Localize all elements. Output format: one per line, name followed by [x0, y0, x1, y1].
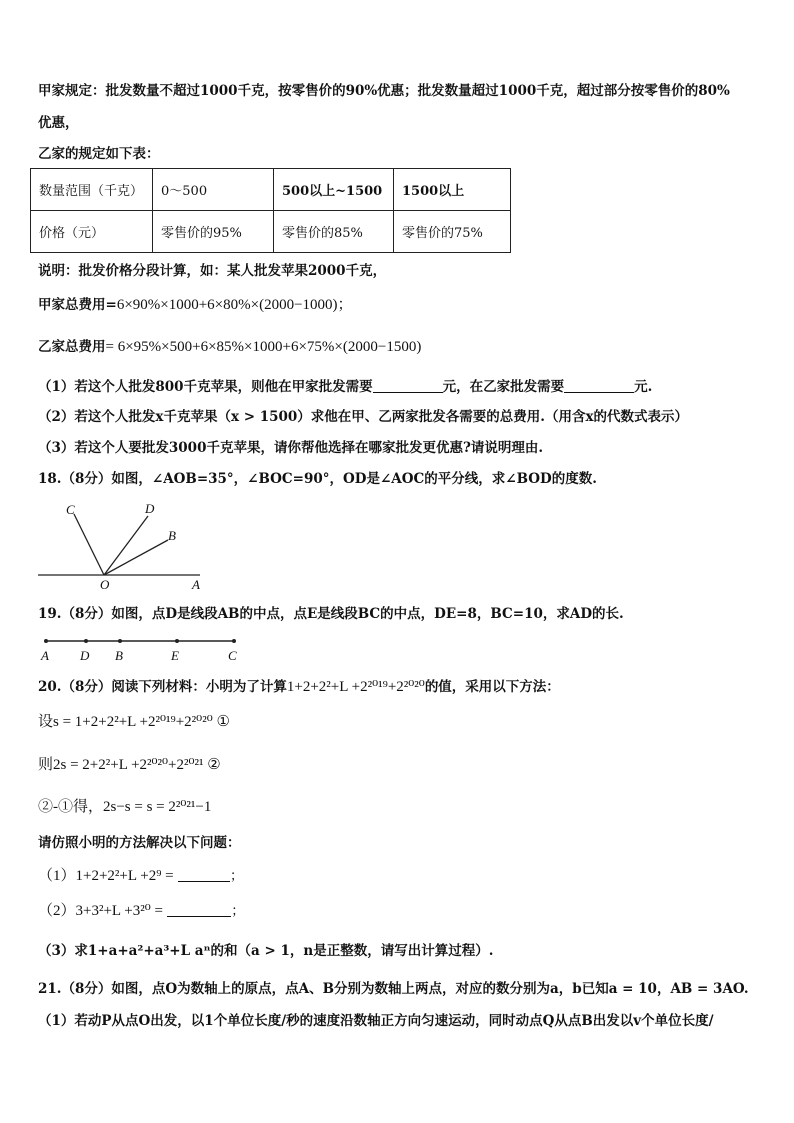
- segment-figure: [36, 632, 246, 664]
- q17-part1: [38, 378, 652, 396]
- label-d: D: [80, 648, 90, 663]
- label-d: D: [145, 501, 155, 516]
- yi-rule-intro: 乙家的规定如下表：: [38, 146, 160, 162]
- q17-part3: （3）若这个人要批发3000千克苹果，请你帮他选择在哪家批发更优惠?请说明理由.: [38, 440, 544, 456]
- label-a: A: [41, 648, 49, 663]
- q20-diff-line: ②-①得，2s−s = s = 2²⁰²¹−1: [38, 799, 212, 815]
- table-cell: 1500以上: [394, 169, 511, 211]
- table-cell: 零售价的75%: [394, 211, 511, 253]
- label-e: E: [171, 648, 179, 663]
- yi-cost-label: 乙家总费用: [38, 339, 106, 355]
- q19-text: 19.（8分）如图，点D是线段AB的中点，点E是线段BC的中点，DE=8，BC=10，求AD的长.: [38, 606, 624, 622]
- point-c: [232, 639, 236, 643]
- jia-cost-expr: 6×90%×1000+6×80%×(2000−1000)；: [116, 297, 353, 313]
- q18-text: 18.（8分）如图，∠AOB=35°，∠BOC=90°，OD是∠AOC的平分线，求∠BOD的度数.: [38, 471, 597, 487]
- label-b: B: [168, 528, 176, 543]
- answer-blank[interactable]: [564, 378, 634, 393]
- label-c: C: [66, 502, 75, 517]
- q20-intro-tail: 的值，采用以下方法：: [424, 679, 560, 695]
- q20-part1-text: （1）1+2+2²+L +2⁹ =: [38, 868, 174, 884]
- point-e: [175, 639, 179, 643]
- q21-line2: （1）若动P从点O出发，以1个单位长度/秒的速度沿数轴正方向匀速运动，同时动点Q从点B出发以v个单位长度/: [38, 1013, 714, 1029]
- answer-blank[interactable]: [167, 902, 231, 917]
- label-o: O: [100, 577, 110, 592]
- q21-line1: 21.（8分）如图，点O为数轴上的原点，点A、B分别为数轴上两点，对应的数分别为a，b已知a = 10，AB = 3AO.: [38, 981, 749, 997]
- note-line: 说明：批发价格分段计算，如：某人批发苹果2000千克，: [38, 263, 387, 279]
- q20-part2: （2）3+3²+L +3²⁰ = ；: [38, 903, 245, 919]
- q17-part2: （2）若这个人批发x千克苹果（x > 1500）求他在甲、乙两家批发各需要的总费用.（用含x的代数式表示）: [38, 409, 689, 425]
- ray-od: [104, 516, 148, 575]
- jia-cost-label: 甲家总费用=: [38, 297, 117, 313]
- q20-part3: （3）求1+a+a²+a³+L aⁿ的和（a > 1，n是正整数，请写出计算过程）.: [38, 943, 494, 959]
- ray-ob: [104, 540, 168, 575]
- label-b: B: [115, 648, 123, 663]
- jia-rule-line1: 甲家规定：批发数量不超过1000千克，按零售价的90%优惠；批发数量超过1000千克，超过部分按零售价的80%: [38, 83, 730, 99]
- yi-cost-expr: = 6×95%×500+6×85%×1000+6×75%×(2000−1500): [105, 339, 422, 355]
- point-a: [44, 639, 48, 643]
- point-b: [118, 639, 122, 643]
- q20-intro-expr: 1+2+2²+L +2²⁰¹⁹+2²⁰²⁰: [286, 679, 425, 695]
- answer-blank[interactable]: [373, 378, 443, 393]
- answer-blank[interactable]: [178, 867, 230, 882]
- table-cell: 数量范围（千克）: [31, 169, 153, 211]
- q20-intro: [38, 678, 560, 696]
- q20-intro-text: 20.（8分）阅读下列材料：小明为了计算: [38, 679, 287, 695]
- q17-part1-text-a: （1）若这个人批发800千克苹果，则他在甲家批发需要: [38, 379, 373, 395]
- angle-figure: [30, 496, 210, 592]
- q20-part2-text: （2）3+3²+L +3²⁰ =: [38, 903, 163, 919]
- jia-rule-line2: 优惠，: [38, 115, 79, 131]
- table-cell: 零售价的85%: [274, 211, 394, 253]
- table-cell: 500以上~1500: [274, 169, 394, 211]
- table-row: [31, 169, 511, 211]
- label-a: A: [192, 577, 200, 592]
- q20-then-line: 则2s = 2+2²+L +2²⁰²⁰+2²⁰²¹ ②: [38, 757, 221, 773]
- table-row: [31, 211, 511, 253]
- ray-oc: [74, 514, 104, 575]
- q17-part1-text-b: 元，在乙家批发需要: [442, 379, 565, 395]
- point-d: [84, 639, 88, 643]
- q20-set-line: 设s = 1+2+2²+L +2²⁰¹⁹+2²⁰²⁰ ①: [38, 714, 230, 730]
- pricing-table: [30, 168, 511, 253]
- table-cell: 零售价的95%: [153, 211, 274, 253]
- yi-cost-formula: [38, 338, 421, 356]
- table-cell: 0～500: [153, 169, 274, 211]
- label-c: C: [228, 648, 237, 663]
- table-cell: 价格（元）: [31, 211, 153, 253]
- q20-part1: （1）1+2+2²+L +2⁹ = ；: [38, 868, 244, 884]
- jia-cost-formula: [38, 296, 353, 314]
- q20-prompt: 请仿照小明的方法解决以下问题：: [38, 835, 241, 851]
- q17-part1-text-c: 元.: [634, 379, 653, 395]
